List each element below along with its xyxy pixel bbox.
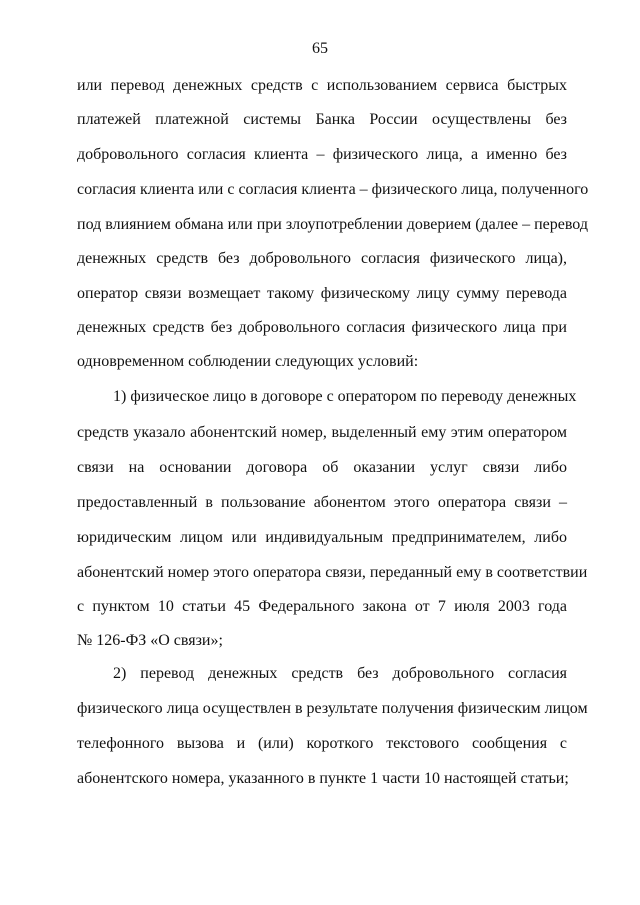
- list-item-1-first-line: 1) физическое лицо в договоре с оператором по переводу денежных: [113, 388, 577, 405]
- text-line: № 126-ФЗ «О связи»;: [77, 632, 223, 649]
- text-line: юридическим лицом или индивидуальным предпринимателем, либо: [77, 529, 567, 546]
- text-line: физического лица осуществлен в результате получения физическим лицом: [77, 700, 588, 717]
- page-number: 65: [312, 40, 328, 57]
- text-line: добровольного согласия клиента – физического лица, а именно без: [77, 146, 567, 163]
- list-item-2-first-line: 2) перевод денежных средств без добровольного согласия: [113, 665, 567, 682]
- text-line: одновременном соблюдении следующих условий:: [77, 353, 419, 370]
- text-line: средств указало абонентский номер, выделенный ему этим оператором: [77, 424, 567, 441]
- text-line: связи на основании договора об оказании услуг связи либо: [77, 459, 567, 476]
- text-line: согласия клиента или с согласия клиента – физического лица, полученного: [77, 181, 589, 198]
- text-line: оператор связи возмещает такому физическому лицу сумму перевода: [77, 285, 567, 302]
- text-line: абонентский номер этого оператора связи, переданный ему в соответствии: [77, 564, 588, 581]
- text-line: денежных средств без добровольного согласия физического лица),: [77, 250, 567, 267]
- text-line: телефонного вызова и (или) короткого текстового сообщения с: [77, 735, 567, 752]
- text-line: или перевод денежных средств с использованием сервиса быстрых: [77, 77, 567, 94]
- text-line: денежных средств без добровольного согласия физического лица при: [77, 319, 567, 336]
- text-line: предоставленный в пользование абонентом этого оператора связи –: [77, 494, 567, 511]
- text-line: абонентского номера, указанного в пункте 1 части 10 настоящей статьи;: [77, 770, 569, 787]
- text-line: платежей платежной системы Банка России осуществлены без: [77, 111, 567, 128]
- text-line: с пунктом 10 статьи 45 Федерального закона от 7 июля 2003 года: [77, 598, 567, 615]
- text-line: под влиянием обмана или при злоупотреблении доверием (далее – перевод: [77, 216, 588, 233]
